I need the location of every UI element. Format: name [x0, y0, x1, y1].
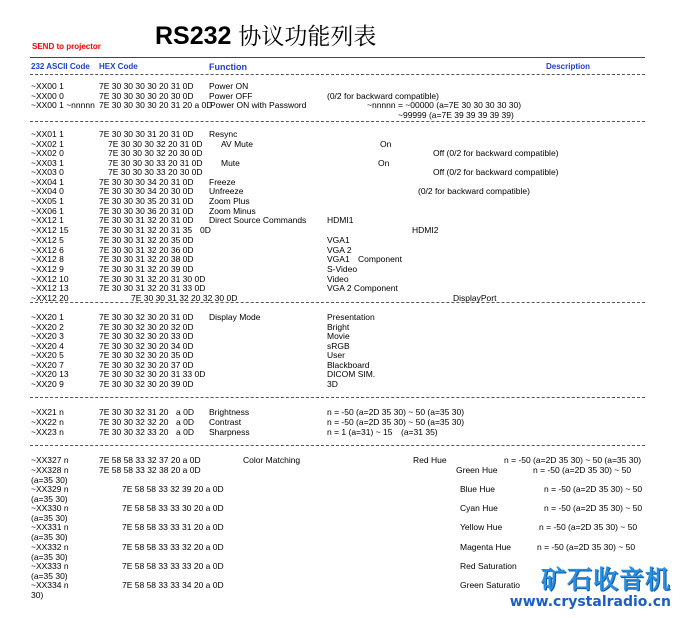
table-cell: 7E 30 30 32 30 20 32 0D — [99, 322, 194, 332]
table-cell: 7E 30 30 30 34 20 31 0D — [99, 177, 194, 187]
table-cell: 7E 30 30 30 35 20 31 0D — [99, 196, 194, 206]
table-cell: 7E 58 58 33 32 39 20 a 0D — [122, 484, 224, 494]
table-cell: On — [380, 139, 392, 149]
table-cell: 7E 58 58 33 33 30 20 a 0D — [122, 503, 224, 513]
table-cell: 7E 30 30 32 30 20 34 0D — [99, 341, 194, 351]
table-cell: Movie — [327, 331, 350, 341]
table-cell: Contrast — [209, 417, 242, 427]
table-cell: Magenta Hue — [460, 542, 512, 552]
table-cell: a 0D — [176, 417, 194, 427]
table-cell: Display Mode — [209, 312, 261, 322]
section-divider — [30, 121, 645, 122]
table-cell: ~XX20 9 — [31, 379, 64, 389]
table-cell: ~XX20 7 — [31, 360, 64, 370]
table-cell: ~XX20 4 — [31, 341, 64, 351]
table-cell: Component — [358, 254, 402, 264]
table-cell: User — [327, 350, 345, 360]
table-cell: Zoom Minus — [209, 206, 256, 216]
table-cell: 7E 30 30 31 32 20 39 0D — [99, 264, 194, 274]
table-cell: n = -50 (a=2D 35 30) ~ 50 — [544, 503, 643, 513]
table-cell: VGA1 — [327, 235, 350, 245]
table-cell: ~XX20 5 — [31, 350, 64, 360]
table-cell: ~XX332 n — [31, 542, 69, 552]
table-cell: ~XX05 1 — [31, 196, 64, 206]
table-cell: Power ON — [209, 81, 249, 91]
table-cell: Green Saturatio — [460, 580, 521, 590]
table-cell: 7E 30 30 32 31 20 — [99, 407, 169, 417]
table-cell: Green Hue — [456, 465, 498, 475]
table-cell: (0/2 for backward compatible) — [327, 91, 439, 101]
table-cell: ~XX329 n — [31, 484, 69, 494]
table-cell: 7E 30 30 30 33 20 31 0D — [108, 158, 203, 168]
table-cell: 7E 30 30 32 30 20 31 0D — [99, 312, 194, 322]
table-cell: ~XX333 n — [31, 561, 69, 571]
table-cell: Sharpness — [209, 427, 250, 437]
table-cell: ~99999 (a=7E 39 39 39 39 39) — [398, 110, 514, 120]
table-cell: a 0D — [176, 407, 194, 417]
table-cell: Color Matching — [243, 455, 301, 465]
table-cell: VGA1 — [327, 254, 350, 264]
table-cell: 7E 58 58 33 33 32 20 a 0D — [122, 542, 224, 552]
table-cell: Brightness — [209, 407, 250, 417]
table-cell: ~XX12 20 — [31, 293, 69, 303]
table-cell: 7E 58 58 33 33 31 20 a 0D — [122, 522, 224, 532]
table-cell: ~XX20 3 — [31, 331, 64, 341]
table-cell: ~XX327 n — [31, 455, 69, 465]
table-cell: 7E 30 30 31 32 20 35 0D — [99, 235, 194, 245]
table-cell: 7E 30 30 30 31 20 31 0D — [99, 129, 194, 139]
table-cell: (a=35 30) — [31, 571, 68, 581]
table-cell: n = -50 (a=2D 35 30) ~ 50 — [537, 542, 636, 552]
table-cell: (0/2 for backward compatible) — [418, 186, 530, 196]
table-cell: n = 1 (a=31) ~ 15 — [327, 427, 393, 437]
table-cell: HDMI2 — [412, 225, 439, 235]
table-cell: ~XX12 9 — [31, 264, 64, 274]
table-cell: 7E 30 30 31 32 20 31 0D — [99, 215, 194, 225]
table-cell: ~XX04 0 — [31, 186, 64, 196]
table-cell: Unfreeze — [209, 186, 244, 196]
table-cell: (a=35 30) — [31, 494, 68, 504]
page-title — [155, 18, 376, 51]
table-cell: Power OFF — [209, 91, 253, 101]
table-cell: Blackboard — [327, 360, 370, 370]
table-cell: Freeze — [209, 177, 236, 187]
table-cell: 7E 30 30 32 30 20 33 0D — [99, 331, 194, 341]
table-cell: ~XX23 n — [31, 427, 64, 437]
table-cell: 7E 30 30 32 33 20 — [99, 427, 169, 437]
table-cell: DICOM SIM. — [327, 369, 376, 379]
table-cell: n = -50 (a=2D 35 30) ~ 50 — [539, 522, 638, 532]
table-cell: 7E 30 30 30 32 20 31 0D — [108, 139, 203, 149]
table-cell: 30) — [31, 590, 44, 600]
table-cell: ~XX12 5 — [31, 235, 64, 245]
table-cell: ~XX20 13 — [31, 369, 69, 379]
table-cell: ~XX330 n — [31, 503, 69, 513]
table-cell: ~XX20 1 — [31, 312, 64, 322]
table-cell: 7E 30 30 32 30 20 31 33 0D — [99, 369, 206, 379]
table-cell: ~XX12 1 — [31, 215, 64, 225]
table-cell: 7E 30 30 32 30 20 35 0D — [99, 350, 194, 360]
table-cell: Presentation — [327, 312, 375, 322]
table-cell: 7E 30 30 31 32 20 36 0D — [99, 245, 194, 255]
table-cell: VGA 2 — [327, 245, 352, 255]
table-cell: ~XX12 13 — [31, 283, 69, 293]
table-cell: Power ON with Password — [210, 100, 307, 110]
table-cell: Video — [327, 274, 349, 284]
table-cell: 0D — [200, 225, 211, 235]
table-cell: ~XX03 1 — [31, 158, 64, 168]
table-cell: ~XX00 0 — [31, 91, 64, 101]
table-cell: ~XX334 n — [31, 580, 69, 590]
watermark — [499, 560, 679, 616]
header-function: Function — [209, 62, 247, 72]
table-cell: (a=35 30) — [31, 532, 68, 542]
table-cell: 7E 30 30 30 34 20 30 0D — [99, 186, 194, 196]
table-cell: 7E 30 30 30 36 20 31 0D — [99, 206, 194, 216]
table-cell: (a=35 30) — [31, 475, 68, 485]
section-divider — [30, 302, 645, 303]
title-main: RS232 — [155, 22, 232, 50]
table-cell: Red Hue — [413, 455, 447, 465]
table-cell: ~XX00 1 ~nnnnn — [31, 100, 95, 110]
table-cell: 7E 30 30 31 32 20 32 30 0D — [131, 293, 238, 303]
table-cell: ~XX328 n — [31, 465, 69, 475]
section-divider — [30, 397, 645, 398]
table-cell: 7E 30 30 31 32 20 31 35 — [99, 225, 193, 235]
table-cell: Resync — [209, 129, 238, 139]
table-cell: 7E 30 30 30 30 20 30 0D — [99, 91, 194, 101]
table-cell: Yellow Hue — [460, 522, 503, 532]
table-cell: ~XX21 n — [31, 407, 64, 417]
table-cell: 7E 30 30 30 32 20 30 0D — [108, 148, 203, 158]
table-cell: Mute — [221, 158, 240, 168]
table-cell: VGA 2 Component — [327, 283, 398, 293]
table-cell: Off (0/2 for backward compatible) — [433, 148, 559, 158]
watermark-url: www.crystalradio.cn — [509, 594, 671, 610]
header-description: Description — [546, 62, 591, 71]
table-cell: ~XX03 0 — [31, 167, 64, 177]
table-cell: ~XX12 6 — [31, 245, 64, 255]
table-cell: ~XX02 1 — [31, 139, 64, 149]
table-cell: S-Video — [327, 264, 358, 274]
table-cell: ~XX331 n — [31, 522, 69, 532]
section-divider — [30, 74, 645, 75]
table-cell: 3D — [327, 379, 338, 389]
table-cell: 7E 30 30 32 30 20 37 0D — [99, 360, 194, 370]
table-cell: ~XX06 1 — [31, 206, 64, 216]
table-cell: ~XX01 1 — [31, 129, 64, 139]
table-cell: 7E 30 30 30 30 20 31 20 a 0D — [99, 100, 213, 110]
table-cell: Red Saturation — [460, 561, 517, 571]
table-cell: a 0D — [176, 427, 194, 437]
section-divider — [30, 57, 645, 58]
table-cell: ~XX04 1 — [31, 177, 64, 187]
table-cell: Off (0/2 for backward compatible) — [433, 167, 559, 177]
table-cell: ~XX20 2 — [31, 322, 64, 332]
table-cell: Blue Hue — [460, 484, 495, 494]
header-hex: HEX Code — [99, 62, 138, 71]
table-cell: 7E 58 58 33 32 38 20 a 0D — [99, 465, 201, 475]
table-cell: ~XX22 n — [31, 417, 64, 427]
table-cell: 7E 30 30 31 32 20 38 0D — [99, 254, 194, 264]
table-cell: 7E 30 30 31 32 20 31 33 0D — [99, 283, 206, 293]
table-cell: AV Mute — [221, 139, 253, 149]
table-cell: n = -50 (a=2D 35 30) ~ 50 — [533, 465, 632, 475]
table-cell: 7E 30 30 30 30 20 31 0D — [99, 81, 194, 91]
table-cell: (a=35 30) — [31, 513, 68, 523]
table-cell: ~XX12 8 — [31, 254, 64, 264]
table-cell: On — [378, 158, 390, 168]
table-cell: ~XX00 1 — [31, 81, 64, 91]
title-cn: 协议功能列表 — [238, 24, 377, 50]
table-cell: (a=31 35) — [401, 427, 438, 437]
table-cell: Cyan Hue — [460, 503, 498, 513]
table-cell: n = -50 (a=2D 35 30) ~ 50 (a=35 30) — [327, 417, 465, 427]
table-cell: Direct Source Commands — [209, 215, 307, 225]
table-cell: ~XX02 0 — [31, 148, 64, 158]
table-cell: 7E 30 30 30 33 20 30 0D — [108, 167, 203, 177]
table-cell: ~nnnnn = ~00000 (a=7E 30 30 30 30 30) — [367, 100, 522, 110]
table-cell: DisplayPort — [453, 293, 497, 303]
table-cell: n = -50 (a=2D 35 30) ~ 50 (a=35 30) — [504, 455, 642, 465]
section-divider — [30, 445, 645, 446]
table-cell: 7E 30 30 32 32 20 — [99, 417, 169, 427]
table-cell: n = -50 (a=2D 35 30) ~ 50 — [544, 484, 643, 494]
watermark-cn: 矿石收音机 — [540, 565, 671, 594]
table-cell: ~XX12 10 — [31, 274, 69, 284]
table-cell: 7E 58 58 33 32 37 20 a 0D — [99, 455, 201, 465]
header-ascii: 232 ASCII Code — [31, 62, 90, 71]
table-cell: Bright — [327, 322, 350, 332]
table-cell: 7E 58 58 33 33 34 20 a 0D — [122, 580, 224, 590]
table-cell: HDMI1 — [327, 215, 354, 225]
table-cell: Zoom Plus — [209, 196, 250, 206]
table-cell: n = -50 (a=2D 35 30) ~ 50 (a=35 30) — [327, 407, 465, 417]
send-label: SEND to projector — [32, 42, 101, 51]
table-cell: 7E 30 30 31 32 20 31 30 0D — [99, 274, 206, 284]
table-cell: ~XX12 15 — [31, 225, 69, 235]
table-cell: 7E 58 58 33 33 33 20 a 0D — [122, 561, 224, 571]
table-cell: 7E 30 30 32 30 20 39 0D — [99, 379, 194, 389]
table-cell: sRGB — [327, 341, 350, 351]
table-cell: (a=35 30) — [31, 552, 68, 562]
